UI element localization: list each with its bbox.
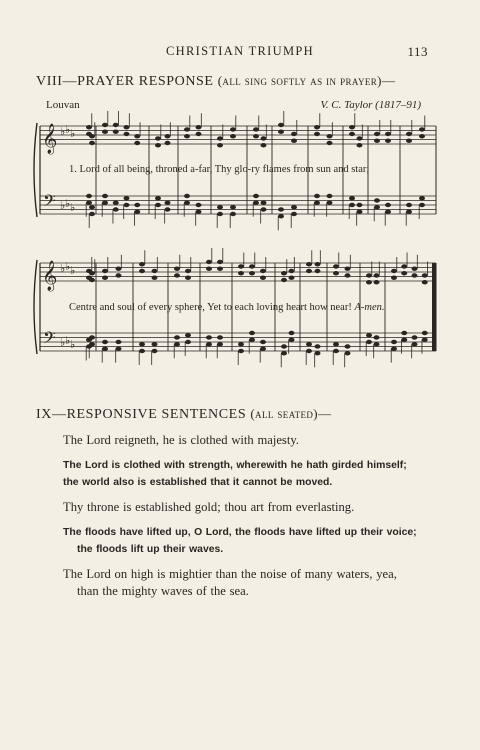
brace <box>34 123 37 217</box>
note-head <box>155 203 161 207</box>
note-head <box>291 139 297 143</box>
page-number: 113 <box>407 44 428 59</box>
note-head <box>401 338 407 342</box>
bass-clef: 𝄢 <box>43 327 56 352</box>
note-head <box>333 271 339 275</box>
note-head <box>406 132 412 136</box>
note-head <box>86 125 92 129</box>
note-head <box>253 201 259 205</box>
note-head <box>139 262 145 266</box>
note-head <box>422 338 428 342</box>
note-head <box>102 123 108 127</box>
brace <box>34 260 37 354</box>
note-head <box>345 267 351 271</box>
note-head <box>238 271 244 275</box>
note-head <box>185 340 191 344</box>
note-head <box>89 134 95 138</box>
note-head <box>230 212 236 216</box>
note-head <box>230 205 236 209</box>
note-head <box>261 207 267 211</box>
note-head <box>134 134 140 138</box>
note-head <box>102 194 108 198</box>
note-head <box>315 262 321 266</box>
note-head <box>185 276 191 280</box>
note-head <box>217 335 223 339</box>
note-head <box>333 349 339 353</box>
section-ix-title: RESPONSIVE SENTENCES <box>66 407 247 422</box>
note-head <box>366 333 372 337</box>
note-head <box>327 194 333 198</box>
flat-sign: ♭ <box>65 124 71 136</box>
note-head <box>357 203 363 207</box>
sentence-line: The floods have lifted up, O Lord, the floods have lifted up their voice; <box>63 527 417 538</box>
note-head <box>422 280 428 284</box>
note-head <box>238 264 244 268</box>
note-head <box>86 194 92 198</box>
note-head <box>412 342 418 346</box>
note-head <box>374 342 380 346</box>
note-head <box>374 335 380 339</box>
note-head <box>249 338 255 342</box>
note-head <box>89 342 95 346</box>
sentence-line: Thy throne is established gold; thou art from everlasting. <box>63 500 355 514</box>
note-head <box>391 276 397 280</box>
section-ix-direction: (all seated)— <box>250 406 332 421</box>
note-head <box>174 273 180 277</box>
bass-clef: 𝄢 <box>43 190 56 215</box>
note-head <box>152 276 158 280</box>
note-head <box>185 269 191 273</box>
note-head <box>102 340 108 344</box>
sentence-continuation: the floods lift up their waves. <box>77 544 224 555</box>
note-head <box>385 139 391 143</box>
flat-sign: ♭ <box>65 335 71 347</box>
note-head <box>217 136 223 140</box>
note-head <box>306 349 312 353</box>
note-head <box>116 267 122 271</box>
flat-sign: ♭ <box>60 200 66 212</box>
note-head <box>278 207 284 211</box>
note-head <box>306 342 312 346</box>
note-head <box>315 269 321 273</box>
sentence-continuation: than the mighty waves of the sea. <box>77 584 249 598</box>
note-head <box>89 278 95 282</box>
note-head <box>391 340 397 344</box>
note-head <box>419 127 425 131</box>
leader-sentence <box>63 499 428 516</box>
tune-name: Louvan <box>46 99 80 111</box>
note-head <box>253 127 259 131</box>
note-head <box>374 273 380 277</box>
section-ix-number: IX— <box>36 407 67 422</box>
note-head <box>406 203 412 207</box>
note-head <box>253 134 259 138</box>
section-viii-direction: (all sing softly as in prayer)— <box>217 73 396 88</box>
note-head <box>422 273 428 277</box>
flat-sign: ♭ <box>70 339 76 351</box>
note-head <box>196 203 202 207</box>
final-barline <box>432 263 436 351</box>
note-head <box>260 347 266 351</box>
note-head <box>385 203 391 207</box>
note-head <box>217 342 223 346</box>
note-head <box>139 342 145 346</box>
note-head <box>89 271 95 275</box>
note-head <box>116 347 122 351</box>
flat-sign: ♭ <box>65 261 71 273</box>
note-head <box>139 269 145 273</box>
section-viii-number: VIII— <box>36 74 78 89</box>
note-head <box>345 344 351 348</box>
note-head <box>217 267 223 271</box>
note-head <box>291 212 297 216</box>
note-head <box>289 338 295 342</box>
note-head <box>419 196 425 200</box>
note-head <box>333 342 339 346</box>
note-head <box>102 201 108 205</box>
note-head <box>217 212 223 216</box>
composer-dates: (1817–91) <box>375 99 421 111</box>
note-head <box>366 340 372 344</box>
section-viii-title: PRAYER RESPONSE <box>77 74 214 89</box>
note-head <box>261 136 267 140</box>
note-head <box>357 136 363 140</box>
note-head <box>253 194 259 198</box>
note-head <box>401 264 407 268</box>
note-head <box>102 276 108 280</box>
lyrics-line-2-text: Centre and soul of every sphere, Yet to each loving heart how near! <box>69 302 352 313</box>
note-head <box>206 335 212 339</box>
note-head <box>281 344 287 348</box>
note-head <box>391 269 397 273</box>
note-head <box>174 267 180 271</box>
note-head <box>261 201 267 205</box>
note-head <box>155 136 161 140</box>
note-head <box>289 331 295 335</box>
note-head <box>315 344 321 348</box>
note-head <box>230 134 236 138</box>
note-head <box>89 335 95 339</box>
note-head <box>174 335 180 339</box>
sentence-line: The Lord on high is mightier than the noise of many waters, yea, <box>63 567 397 581</box>
note-head <box>184 134 190 138</box>
flat-sign: ♭ <box>60 337 66 349</box>
note-head <box>249 331 255 335</box>
note-head <box>345 351 351 355</box>
note-head <box>152 269 158 273</box>
note-head <box>102 130 108 134</box>
note-head <box>230 127 236 131</box>
note-head <box>113 123 119 127</box>
note-head <box>291 132 297 136</box>
flat-sign: ♭ <box>70 265 76 277</box>
note-head <box>412 267 418 271</box>
note-head <box>86 201 92 205</box>
note-head <box>113 201 119 205</box>
note-head <box>366 273 372 277</box>
note-head <box>206 267 212 271</box>
amen-text: A-men. <box>354 302 385 313</box>
note-head <box>238 342 244 346</box>
note-head <box>281 271 287 275</box>
note-head <box>165 134 171 138</box>
note-head <box>116 273 122 277</box>
note-head <box>165 201 171 205</box>
running-title: CHRISTIAN TRIUMPH <box>166 44 314 58</box>
composer-name: V. C. Taylor <box>320 99 373 111</box>
note-head <box>185 333 191 337</box>
note-head <box>196 132 202 136</box>
note-head <box>217 143 223 147</box>
sentence-line: The Lord reigneth, he is clothed with majesty. <box>63 433 299 447</box>
note-head <box>374 139 380 143</box>
note-head <box>155 143 161 147</box>
note-head <box>184 194 190 198</box>
note-head <box>206 342 212 346</box>
note-head <box>217 260 223 264</box>
note-head <box>281 278 287 282</box>
note-head <box>113 130 119 134</box>
note-head <box>314 132 320 136</box>
note-head <box>206 260 212 264</box>
note-head <box>315 351 321 355</box>
note-head <box>165 141 171 145</box>
flat-sign: ♭ <box>70 128 76 140</box>
note-head <box>314 125 320 129</box>
note-head <box>333 264 339 268</box>
flat-sign: ♭ <box>65 198 71 210</box>
note-head <box>116 340 122 344</box>
note-head <box>327 134 333 138</box>
section-ix-heading <box>36 406 331 423</box>
note-head <box>422 331 428 335</box>
note-head <box>184 127 190 131</box>
leader-sentence <box>63 432 428 449</box>
note-head <box>374 132 380 136</box>
note-head <box>152 349 158 353</box>
note-head <box>155 196 161 200</box>
note-head <box>249 271 255 275</box>
note-head <box>401 331 407 335</box>
response-sentence <box>63 524 428 558</box>
note-head <box>124 203 130 207</box>
note-head <box>374 198 380 202</box>
note-head <box>196 125 202 129</box>
flat-sign: ♭ <box>70 202 76 214</box>
note-head <box>124 196 130 200</box>
note-head <box>196 210 202 214</box>
note-head <box>134 203 140 207</box>
note-head <box>89 205 95 209</box>
note-head <box>357 210 363 214</box>
note-head <box>289 276 295 280</box>
note-head <box>260 340 266 344</box>
note-head <box>349 203 355 207</box>
note-head <box>124 132 130 136</box>
note-head <box>412 273 418 277</box>
note-head <box>412 335 418 339</box>
note-head <box>306 269 312 273</box>
flat-sign: ♭ <box>60 263 66 275</box>
music-notation <box>34 111 436 367</box>
note-head <box>278 130 284 134</box>
note-head <box>289 269 295 273</box>
note-head <box>406 210 412 214</box>
note-head <box>385 132 391 136</box>
lyrics-line-1: 1. Lord of all being, throned a-far, Thy glo-ry flames from sun and star; <box>69 164 370 175</box>
note-head <box>124 125 130 129</box>
note-head <box>102 269 108 273</box>
note-head <box>217 205 223 209</box>
note-head <box>165 207 171 211</box>
note-head <box>366 280 372 284</box>
note-head <box>374 205 380 209</box>
note-head <box>419 134 425 138</box>
note-head <box>385 210 391 214</box>
note-head <box>261 143 267 147</box>
sentence-continuation: the world also is established that it cannot be moved. <box>63 477 333 488</box>
note-head <box>327 201 333 205</box>
note-head <box>102 347 108 351</box>
note-head <box>419 203 425 207</box>
treble-clef: 𝄞 <box>42 124 58 154</box>
note-head <box>152 342 158 346</box>
note-head <box>281 351 287 355</box>
note-head <box>345 273 351 277</box>
note-head <box>406 139 412 143</box>
note-head <box>349 132 355 136</box>
note-head <box>184 201 190 205</box>
note-head <box>314 201 320 205</box>
note-head <box>349 125 355 129</box>
note-head <box>374 280 380 284</box>
note-head <box>314 194 320 198</box>
note-head <box>357 143 363 147</box>
flat-sign: ♭ <box>60 126 66 138</box>
note-head <box>278 123 284 127</box>
note-head <box>278 214 284 218</box>
note-head <box>134 210 140 214</box>
response-sentence <box>63 457 428 491</box>
note-head <box>249 264 255 268</box>
leader-sentence <box>63 566 428 600</box>
note-head <box>238 349 244 353</box>
note-head <box>89 141 95 145</box>
responsive-sentences <box>63 432 428 608</box>
note-head <box>349 196 355 200</box>
note-head <box>134 141 140 145</box>
note-head <box>327 141 333 145</box>
note-head <box>291 205 297 209</box>
note-head <box>401 271 407 275</box>
note-head <box>306 262 312 266</box>
note-head <box>113 207 119 211</box>
sentence-line: The Lord is clothed with strength, wherewith he hath girded himself; <box>63 460 407 471</box>
note-head <box>89 212 95 216</box>
note-head <box>139 349 145 353</box>
note-head <box>260 269 266 273</box>
note-head <box>391 347 397 351</box>
note-head <box>174 342 180 346</box>
lyrics-line-2 <box>69 302 385 313</box>
note-head <box>260 276 266 280</box>
treble-clef: 𝄞 <box>42 261 58 291</box>
